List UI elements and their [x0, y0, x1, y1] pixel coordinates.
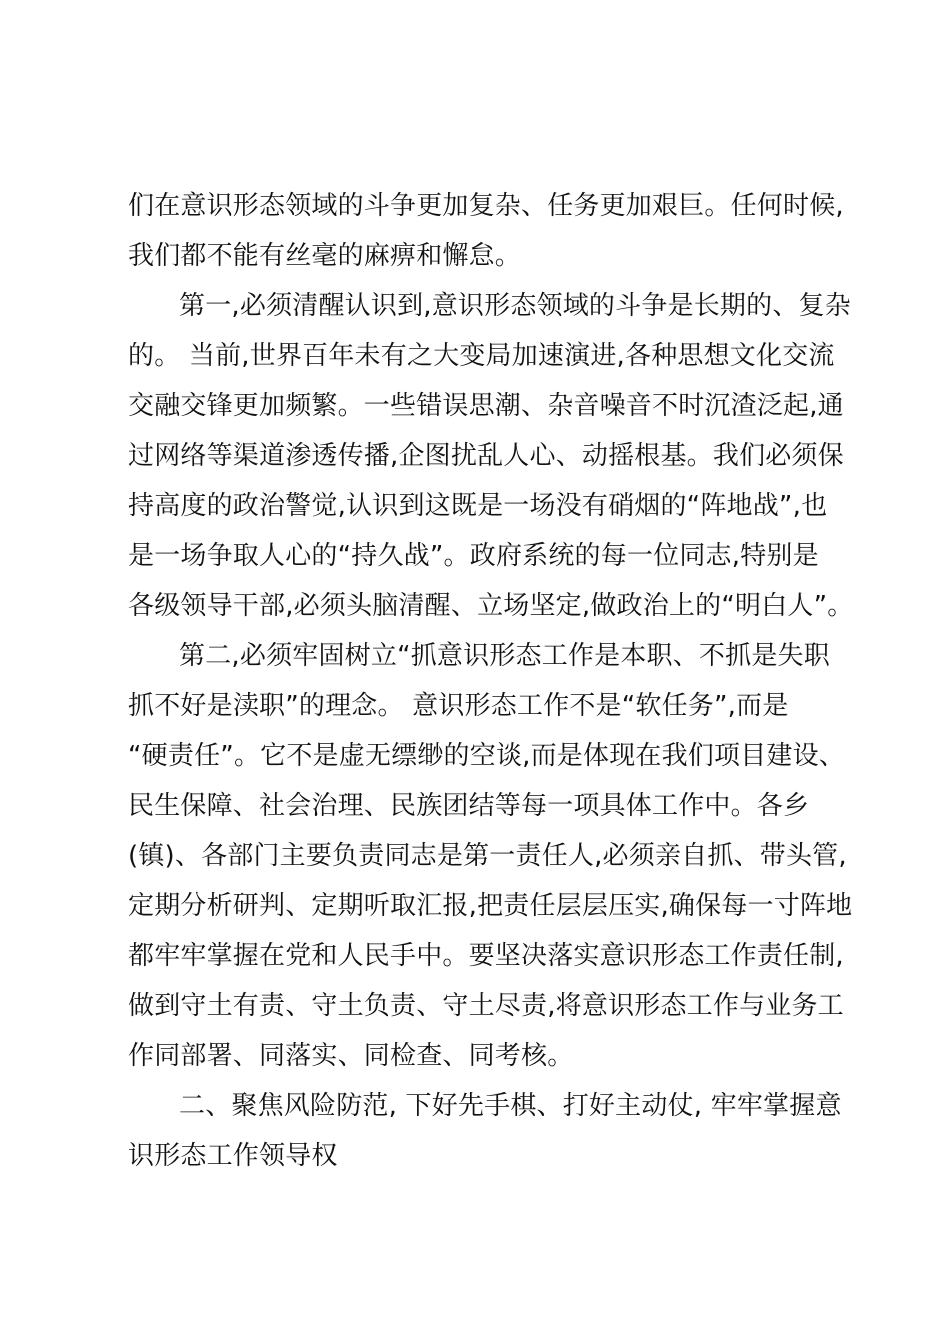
body-line: 的。 当前,世界百年未有之大变局加速演进,各种思想文化交流: [128, 341, 835, 371]
paragraph-first-line: 第二,必须牢固树立“抓意识形态工作是本职、不抓是失职: [179, 641, 830, 671]
body-line: “硬责任”。它不是虚无缥缈的空谈,而是体现在我们项目建设、: [128, 741, 846, 771]
section-heading-line: 识形态工作领导权: [128, 1141, 338, 1171]
body-line: 都牢牢掌握在党和人民手中。要坚决落实意识形态工作责任制,: [128, 941, 844, 971]
body-line: 做到守土有责、守土负责、守土尽责,将意识形态工作与业务工: [128, 991, 844, 1021]
body-line: 民生保障、社会治理、民族团结等每一项具体工作中。各乡: [128, 791, 810, 821]
section-heading-line: 二、聚焦风险防范, 下好先手棋、打好主动仗, 牢牢掌握意: [179, 1091, 842, 1121]
body-line: 定期分析研判、定期听取汇报,把责任层层压实,确保每一寸阵地: [128, 891, 853, 921]
body-line: 持高度的政治警觉,认识到这既是一场没有硝烟的“阵地战”,也: [128, 491, 828, 521]
paragraph-first-line: 第一,必须清醒认识到,意识形态领域的斗争是长期的、复杂: [179, 291, 851, 321]
body-line: 各级领导干部,必须头脑清醒、立场坚定,做政治上的“明白人”。: [128, 591, 854, 621]
body-line: 作同部署、同落实、同检查、同考核。: [128, 1041, 574, 1071]
body-line: 是一场争取人心的“持久战”。政府系统的每一位同志,特别是: [128, 541, 819, 571]
body-line: 抓不好是渎职”的理念。 意识形态工作不是“软任务”,而是: [128, 691, 789, 721]
body-line: 交融交锋更加频繁。一些错误思潮、杂音噪音不时沉渣泛起,通: [128, 391, 844, 421]
body-line: 们在意识形态领域的斗争更加复杂、任务更加艰巨。任何时候,: [128, 191, 844, 221]
body-line: (镇)、各部门主要负责同志是第一责任人,必须亲自抓、带头管,: [128, 841, 847, 871]
body-line: 我们都不能有丝毫的麻痹和懈怠。: [128, 241, 522, 271]
body-line: 过网络等渠道渗透传播,企图扰乱人心、动摇根基。我们必须保: [128, 441, 844, 471]
